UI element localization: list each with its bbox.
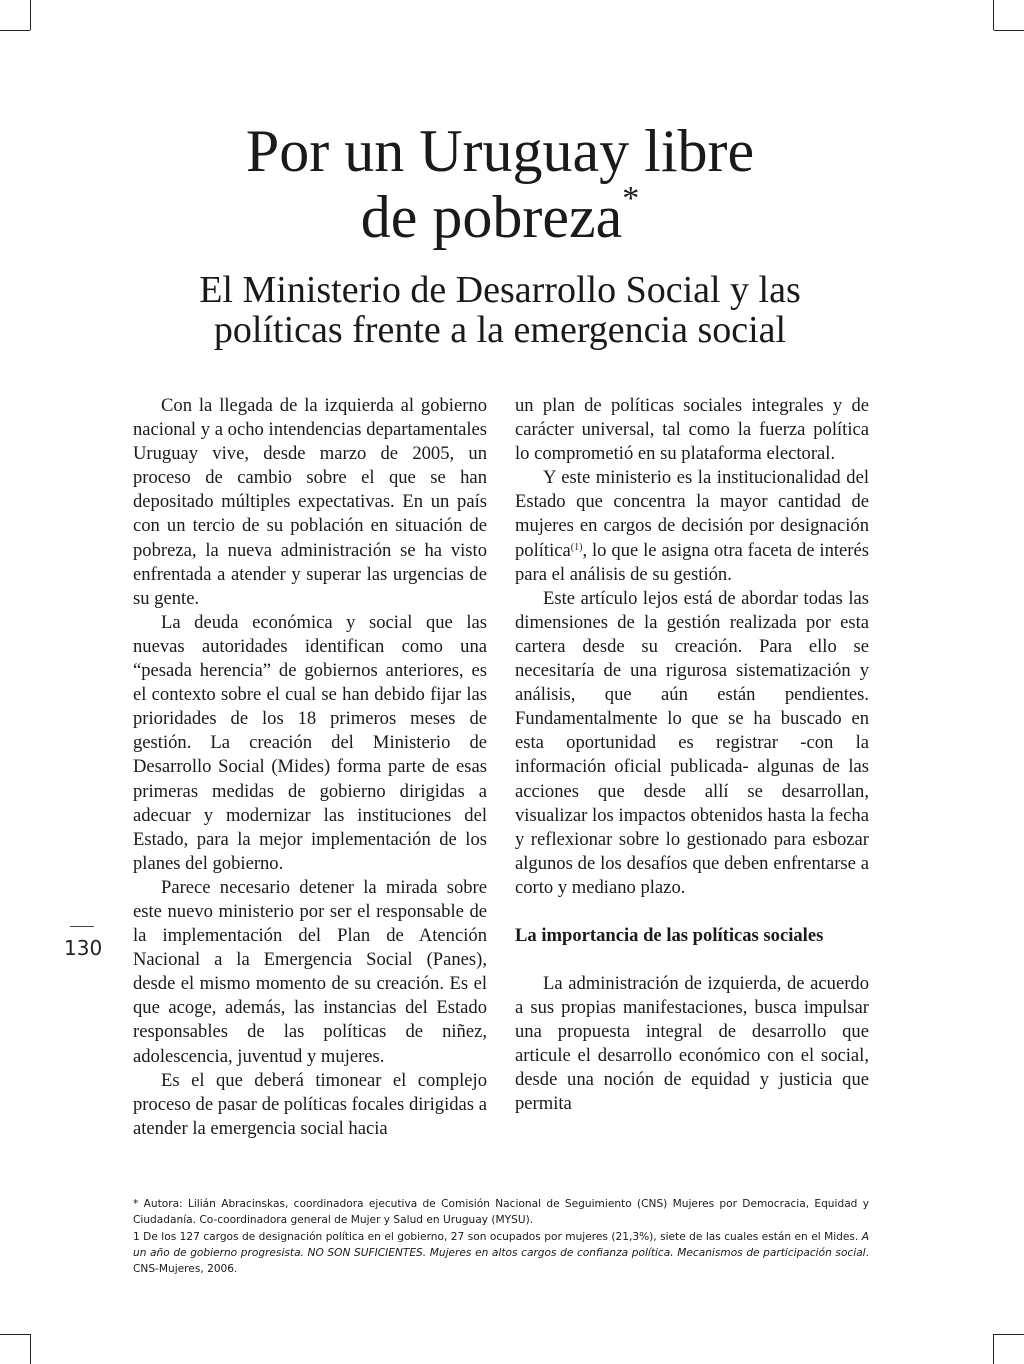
page-number-rule (70, 926, 94, 927)
left-paragraph-4: Es el que deberá timonear el complejo proceso de pasar de políticas focales dirigidas a atender la emergencia social hacia (133, 1069, 487, 1139)
crop-mark-top-right-h (994, 30, 1024, 31)
title-line-2: de pobreza (360, 184, 623, 250)
footnote-reference-1[interactable]: (1) (570, 541, 583, 553)
title-footnote-marker: * (622, 180, 640, 217)
crop-mark-bottom-left-v (30, 1334, 31, 1364)
footnote-1-source-title: A un año de gobierno progresista. NO SON SUFICIENTES. Mujeres en altos cargos de confianza política. Mecanismos de participación social (133, 1230, 869, 1259)
right-paragraph-2-text: Y este ministerio es la institucionalidad del Estado que concentra la mayor cantidad de mujeres en cargos de decisión por designación política (515, 467, 869, 561)
right-paragraph-2-text-end: , lo que le asigna otra faceta de interés para el análisis de su gestión. (515, 539, 869, 585)
section-heading: La importancia de las políticas sociales (515, 924, 824, 946)
left-column (133, 394, 487, 1141)
left-paragraph-3: Parece necesario detener la mirada sobre este nuevo ministerio por ser el responsable de la implementación del Plan de Atención Nacional a la Emergencia Social (Panes), desde el mismo momento de su creación. Es el que acoge, además, las instancias del Estado responsables de las políticas de niñez, adolescencia, juventud y mujeres. (133, 876, 487, 1067)
crop-mark-bottom-right-v (993, 1334, 994, 1364)
subtitle-line-2: políticas frente a la emergencia social (213, 309, 787, 351)
crop-mark-bottom-left-h (0, 1334, 30, 1335)
crop-mark-top-right-v (993, 0, 994, 30)
subtitle-line-1: El Ministerio de Desarrollo Social y las (199, 269, 801, 311)
title-line-1: Por un Uruguay libre (245, 118, 755, 184)
footnotes (133, 1196, 869, 1277)
article-title (150, 118, 850, 250)
crop-mark-bottom-right-h (994, 1334, 1024, 1335)
right-paragraph-2 (515, 466, 869, 586)
right-paragraph-1: un plan de políticas sociales integrales y de carácter universal, tal como la fuerza política lo comprometió en su plataforma electoral. (515, 395, 869, 465)
page-number: 130 (64, 936, 103, 960)
right-paragraph-3: Este artículo lejos está de abordar todas las dimensiones de la gestión realizada por esta cartera desde su creación. Para ello se necesitaría de una rigurosa sistematización y análisis, que aún están pendientes. Fundamentalmente lo que se ha buscado en esta oportunidad es registrar -con la información oficial publicada- algunas de las acciones que desde allí se desarrollan, visualizar los impactos obtenidos hasta la fecha y reflexionar sobre lo gestionado para esbozar algunos de los desafíos que deben enfrentarse a corto y mediano plazo. (515, 587, 869, 898)
footnote-1-text: 1 De los 127 cargos de designación política en el gobierno, 27 son ocupados por mujeres (21,3%), siete de las cuales están en el Mides. (133, 1230, 862, 1243)
footnote-author: * Autora: Lilián Abracinskas, coordinadora ejecutiva de Comisión Nacional de Seguimiento (CNS) Mujeres por Democracia, Equidad y Ciudadanía. Co-coordinadora general de Mujer y Salud en Uruguay (MYSU). (133, 1198, 869, 1227)
left-paragraph-1: Con la llegada de la izquierda al gobierno nacional y a ocho intendencias departamentales Uruguay vive, desde marzo de 2005, un proceso de cambio sobre el que se han depositado múltiples expectativas. En un país con un tercio de su población en situación de pobreza, la nueva administración se ha visto enfrentada a atender y superar las urgencias de su gente. (133, 395, 487, 609)
crop-mark-top-left-h (0, 30, 30, 31)
crop-mark-top-left-v (30, 0, 31, 30)
footnote-1-source-end: . CNS-Mujeres, 2006. (133, 1246, 869, 1276)
right-paragraph-4: La administración de izquierda, de acuerdo a sus propias manifestaciones, busca impulsar una propuesta integral de desarrollo que articule el desarrollo económico con el social, desde una noción de equidad y justicia que permita (515, 972, 869, 1115)
right-column (515, 394, 869, 1117)
footnote-1 (133, 1229, 869, 1278)
article-subtitle (130, 270, 870, 350)
left-paragraph-2: La deuda económica y social que las nuevas autoridades identifican como una “pesada herencia” de gobiernos anteriores, es el contexto sobre el cual se han debido fijar las prioridades de los 18 primeros meses de gestión. La creación del Ministerio de Desarrollo Social (Mides) forma parte de esas primeras medidas de gobierno dirigidas a adecuar y modernizar las instituciones del Estado, para la mejor implementación de los planes del gobierno. (133, 611, 487, 874)
